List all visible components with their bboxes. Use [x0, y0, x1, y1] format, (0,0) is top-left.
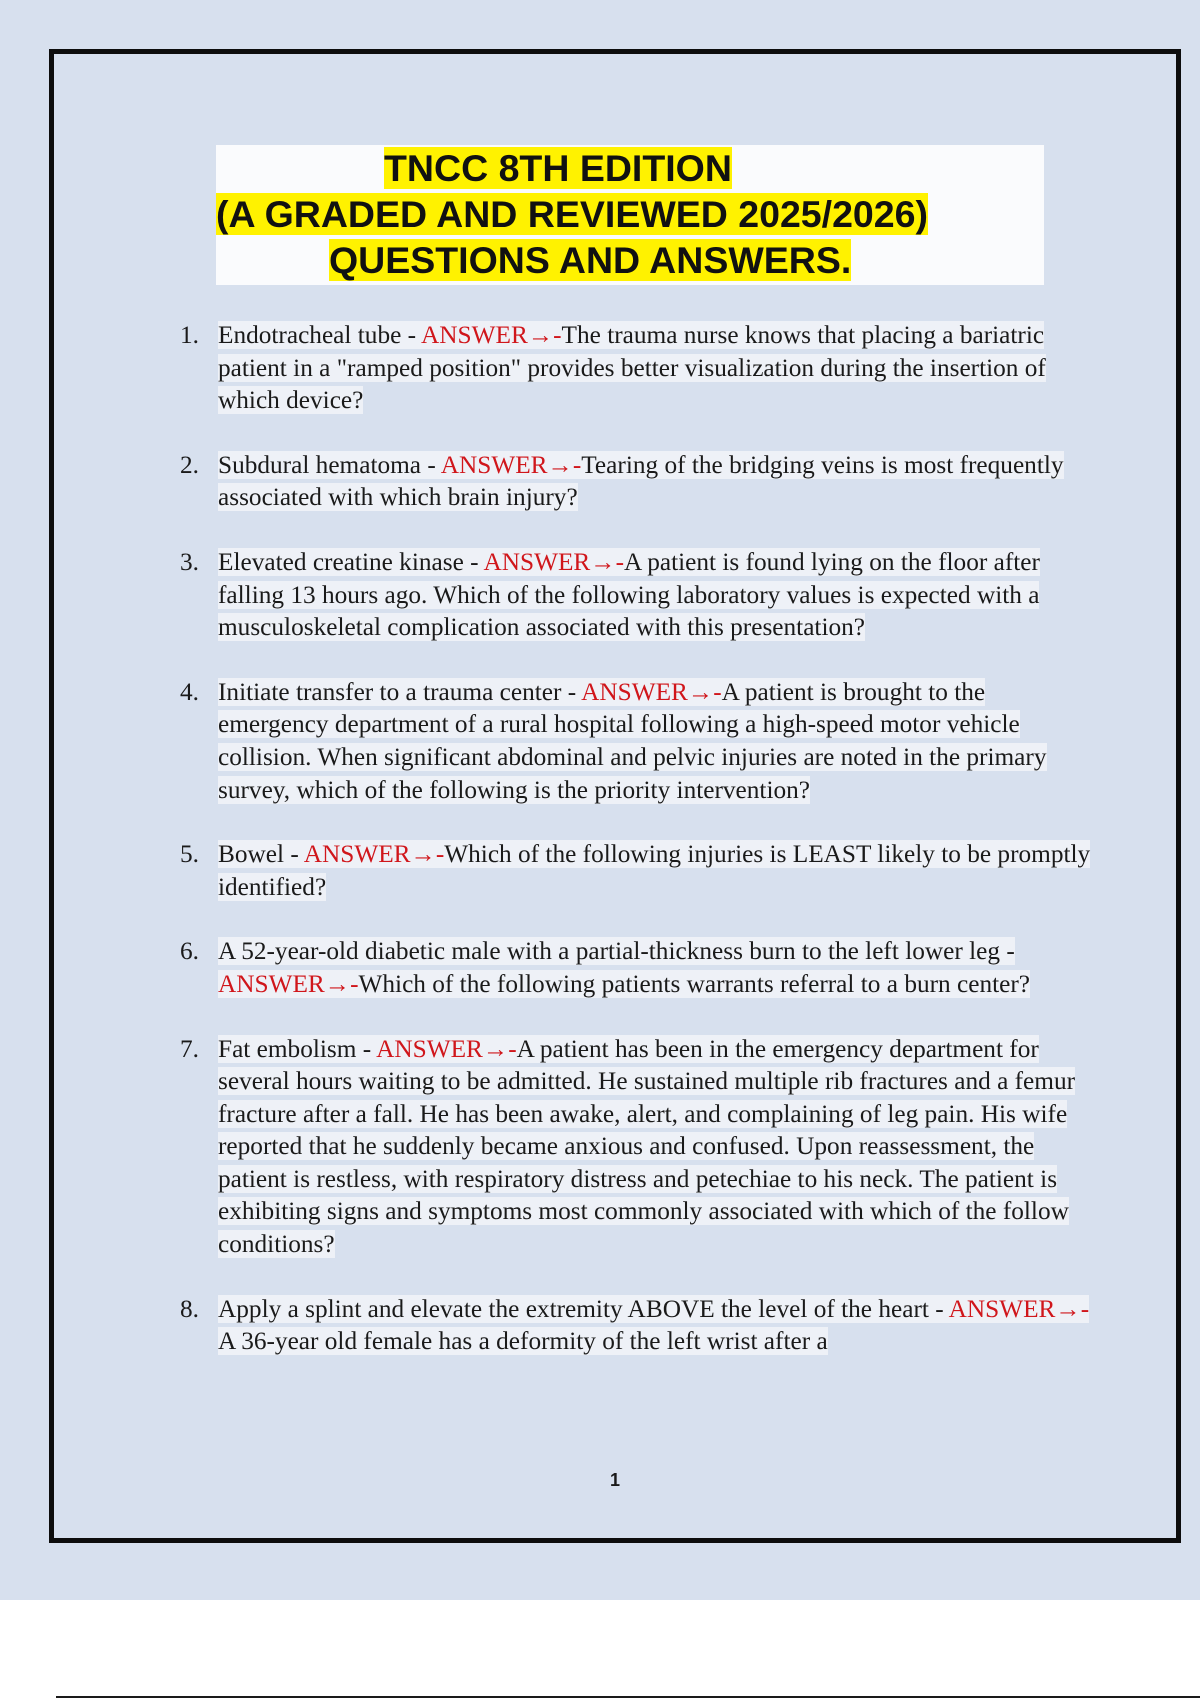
- item-number: 4.: [180, 677, 199, 706]
- item-text: [218, 548, 1040, 641]
- qa-item: [180, 935, 1095, 1000]
- qa-item: [180, 1033, 1095, 1261]
- question-text: Which of the following patients warrants referral to a burn center?: [358, 969, 1031, 998]
- answer-text: A 52-year-old diabetic male with a partial-thickness burn to the left lower leg: [218, 937, 1001, 966]
- separator: -: [1000, 937, 1015, 966]
- qa-item: [180, 838, 1095, 903]
- item-text: [218, 1295, 1089, 1356]
- question-text: A 36-year old female has a deformity of the left wrist after a: [218, 1327, 828, 1356]
- answer-label: ANSWER→-: [421, 321, 562, 349]
- separator: -: [356, 1034, 377, 1063]
- answer-label: ANSWER→-: [581, 677, 722, 706]
- question-text: The trauma nurse knows that placing a bariatric patient in a "ramped position" provides better visualization during the insertion of which device?: [218, 321, 1046, 415]
- qa-item: [180, 449, 1095, 514]
- qa-item: [180, 319, 1095, 417]
- separator: -: [421, 450, 441, 479]
- item-number: 5.: [180, 840, 199, 869]
- answer-label: ANSWER→-: [948, 1294, 1090, 1323]
- answer-label: ANSWER→-: [483, 547, 625, 576]
- item-text: [218, 678, 1047, 804]
- answer-label: ANSWER→-: [303, 840, 445, 869]
- item-number: 2.: [180, 450, 199, 479]
- qa-item: [180, 546, 1095, 644]
- title-line-3: QUESTIONS AND ANSWERS.: [329, 239, 852, 281]
- answer-label: ANSWER→-: [440, 450, 582, 479]
- document-title: [216, 145, 1044, 285]
- bottom-divider: [56, 1696, 1200, 1698]
- question-text: A patient is brought to the emergency department of a rural hospital following a high-speed motor vehicle collision. When significant abdominal and pelvic injuries are noted in the primary survey, which of the following is the priority intervention?: [218, 677, 1047, 804]
- question-text: Tearing of the bridging veins is most frequently associated with which brain injury?: [218, 450, 1064, 512]
- answer-text: Fat embolism: [218, 1034, 357, 1063]
- qa-item: [180, 676, 1095, 806]
- answer-label: ANSWER→-: [218, 969, 359, 998]
- answer-text: Bowel: [218, 840, 285, 869]
- answer-text: Apply a splint and elevate the extremity ABOVE the level of the heart: [218, 1294, 929, 1323]
- answer-text: Initiate transfer to a trauma center: [218, 677, 562, 706]
- item-text: [218, 451, 1064, 512]
- item-text: [218, 321, 1046, 414]
- item-number: 1.: [180, 321, 199, 349]
- item-number: 7.: [180, 1034, 199, 1063]
- question-answer-list: [180, 319, 1095, 1390]
- page-number: 1: [609, 1470, 620, 1490]
- item-text: [218, 1035, 1075, 1259]
- question-text: A patient is found lying on the floor after falling 13 hours ago. Which of the following laboratory values is expected with a musculoskeletal complication associated with this presentation?: [218, 547, 1040, 642]
- separator: -: [561, 677, 582, 706]
- separator: -: [928, 1294, 949, 1323]
- item-text: [218, 840, 1090, 901]
- item-number: 6.: [180, 937, 199, 966]
- item-number: 3.: [180, 547, 199, 576]
- answer-text: Endotracheal tube: [218, 321, 402, 349]
- item-text: [218, 937, 1030, 998]
- title-line-1: TNCC 8TH EDITION: [384, 147, 732, 189]
- title-line-2: (A GRADED AND REVIEWED 2025/2026): [216, 193, 928, 235]
- item-number: 8.: [180, 1294, 199, 1323]
- separator: -: [463, 547, 484, 576]
- answer-label: ANSWER→-: [376, 1034, 517, 1063]
- qa-item: [180, 1293, 1095, 1358]
- separator: -: [401, 321, 422, 349]
- question-text: A patient has been in the emergency department for several hours waiting to be admitted. He sustained multiple rib fractures and a femur fracture after a fall. He has been awake, alert, and complaining of leg pain. His wife reported that he suddenly became anxious and confused. Upon reassessment, the patient is restless, with respiratory distress and petechiae to his neck. The patient is exhibiting signs and symptoms most commonly associated with which of the follow conditions?: [218, 1034, 1076, 1259]
- separator: -: [284, 840, 304, 869]
- answer-text: Elevated creatine kinase: [218, 547, 464, 576]
- answer-text: Subdural hematoma: [218, 450, 422, 479]
- question-text: Which of the following injuries is LEAST likely to be promptly identified?: [218, 840, 1091, 901]
